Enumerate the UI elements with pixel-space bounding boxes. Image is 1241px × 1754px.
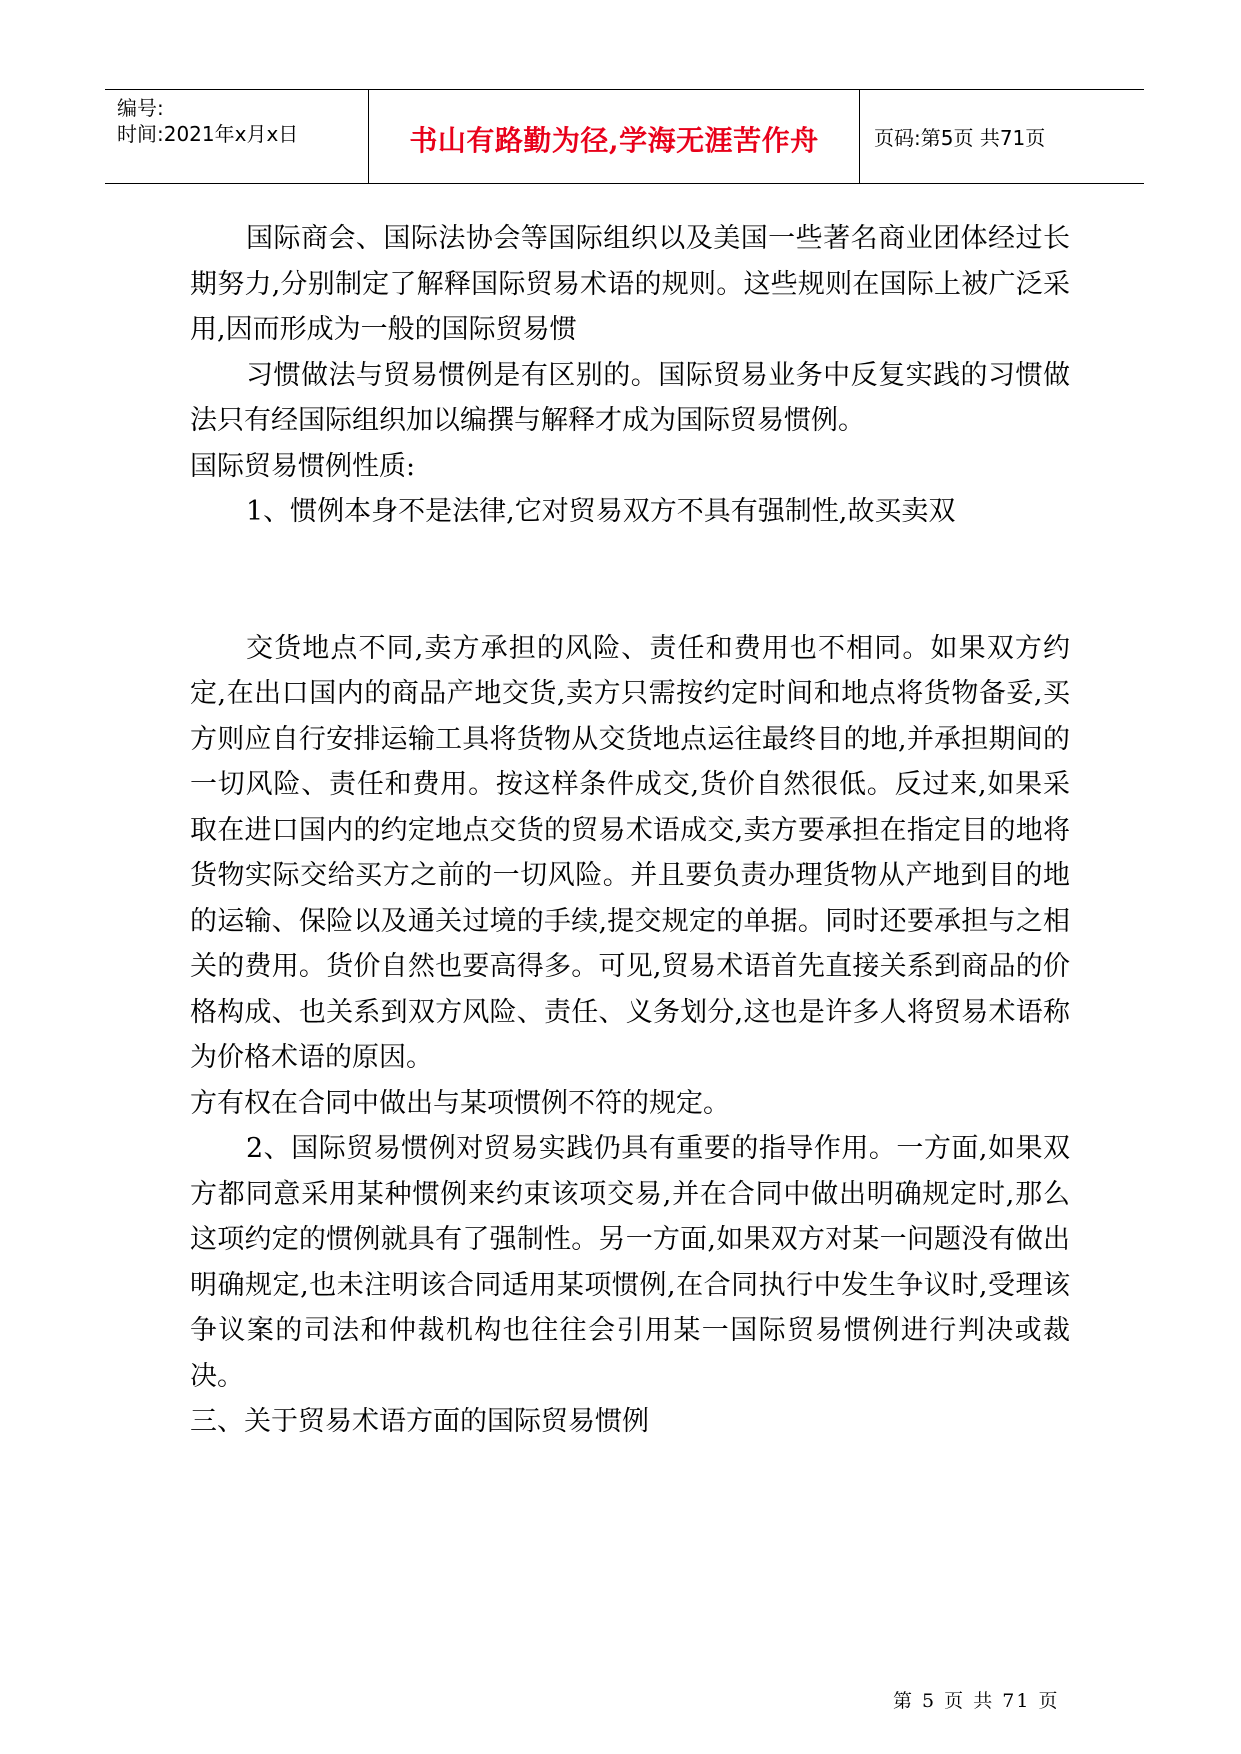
header-motto-cell (369, 90, 860, 183)
document-body (190, 216, 1070, 1445)
paragraph: 2、国际贸易惯例对贸易实践仍具有重要的指导作用。一方面,如果双方都同意采用某种惯例来约束该项交易,并在合同中做出明确规定时,那么这项约定的惯例就具有了强制性。另一方面,如果双方对某一问题没有做出明确规定,也未注明该合同适用某项惯例,在合同执行中发生争议时,受理该争议案的司法和仲裁机构也往往会引用某一国际贸易惯例进行判决或裁决。 (190, 1133, 1070, 1392)
page-header (105, 89, 1144, 184)
date-label: 时间:2021年x月x日 (117, 122, 299, 146)
serial-number-label: 编号: (117, 96, 164, 120)
paragraph: 交货地点不同,卖方承担的风险、责任和费用也不相同。如果双方约定,在出口国内的商品产地交货,卖方只需按约定时间和地点将货物备妥,买方则应自行安排运输工具将货物从交货地点运往最终目的地,并承担期间的一切风险、责任和费用。按这样条件成交,货价自然很低。反过来,如果采取在进口国内的约定地点交货的贸易术语成交,卖方要承担在指定目的地将货物实际交给买方之前的一切风险。并且要负责办理货物从产地到目的地的运输、保险以及通关过境的手续,提交规定的单据。同时还要承担与之相关的费用。货价自然也要高得多。可见,贸易术语首先直接关系到商品的价格构成、也关系到双方风险、责任、义务划分,这也是许多人将贸易术语称为价格术语的原因。 (190, 632, 1070, 1073)
motto-text: 书山有路勤为径,学海无涯苦作舟 (409, 123, 819, 157)
section-heading: 三、关于贸易术语方面的国际贸易惯例 (190, 1406, 649, 1437)
paragraph: 习惯做法与贸易惯例是有区别的。国际贸易业务中反复实践的习惯做法只有经国际组织加以编撰与解释才成为国际贸易惯例。 (190, 359, 1070, 436)
paragraph: 方有权在合同中做出与某项惯例不符的规定。 (190, 1087, 730, 1119)
section-label: 国际贸易惯例性质: (190, 450, 416, 482)
header-meta-cell (105, 90, 369, 183)
page-footer: 第 5 页 共 71 页 (893, 1690, 1060, 1712)
header-page-cell (860, 90, 1144, 183)
blank-gap (190, 535, 1070, 626)
page-number-label: 页码:第5页 共71页 (874, 126, 1046, 150)
paragraph: 1、惯例本身不是法律,它对贸易双方不具有强制性,故买卖双 (246, 496, 956, 527)
paragraph: 国际商会、国际法协会等国际组织以及美国一些著名商业团体经过长期努力,分别制定了解释国际贸易术语的规则。这些规则在国际上被广泛采用,因而形成为一般的国际贸易惯 (190, 223, 1070, 345)
